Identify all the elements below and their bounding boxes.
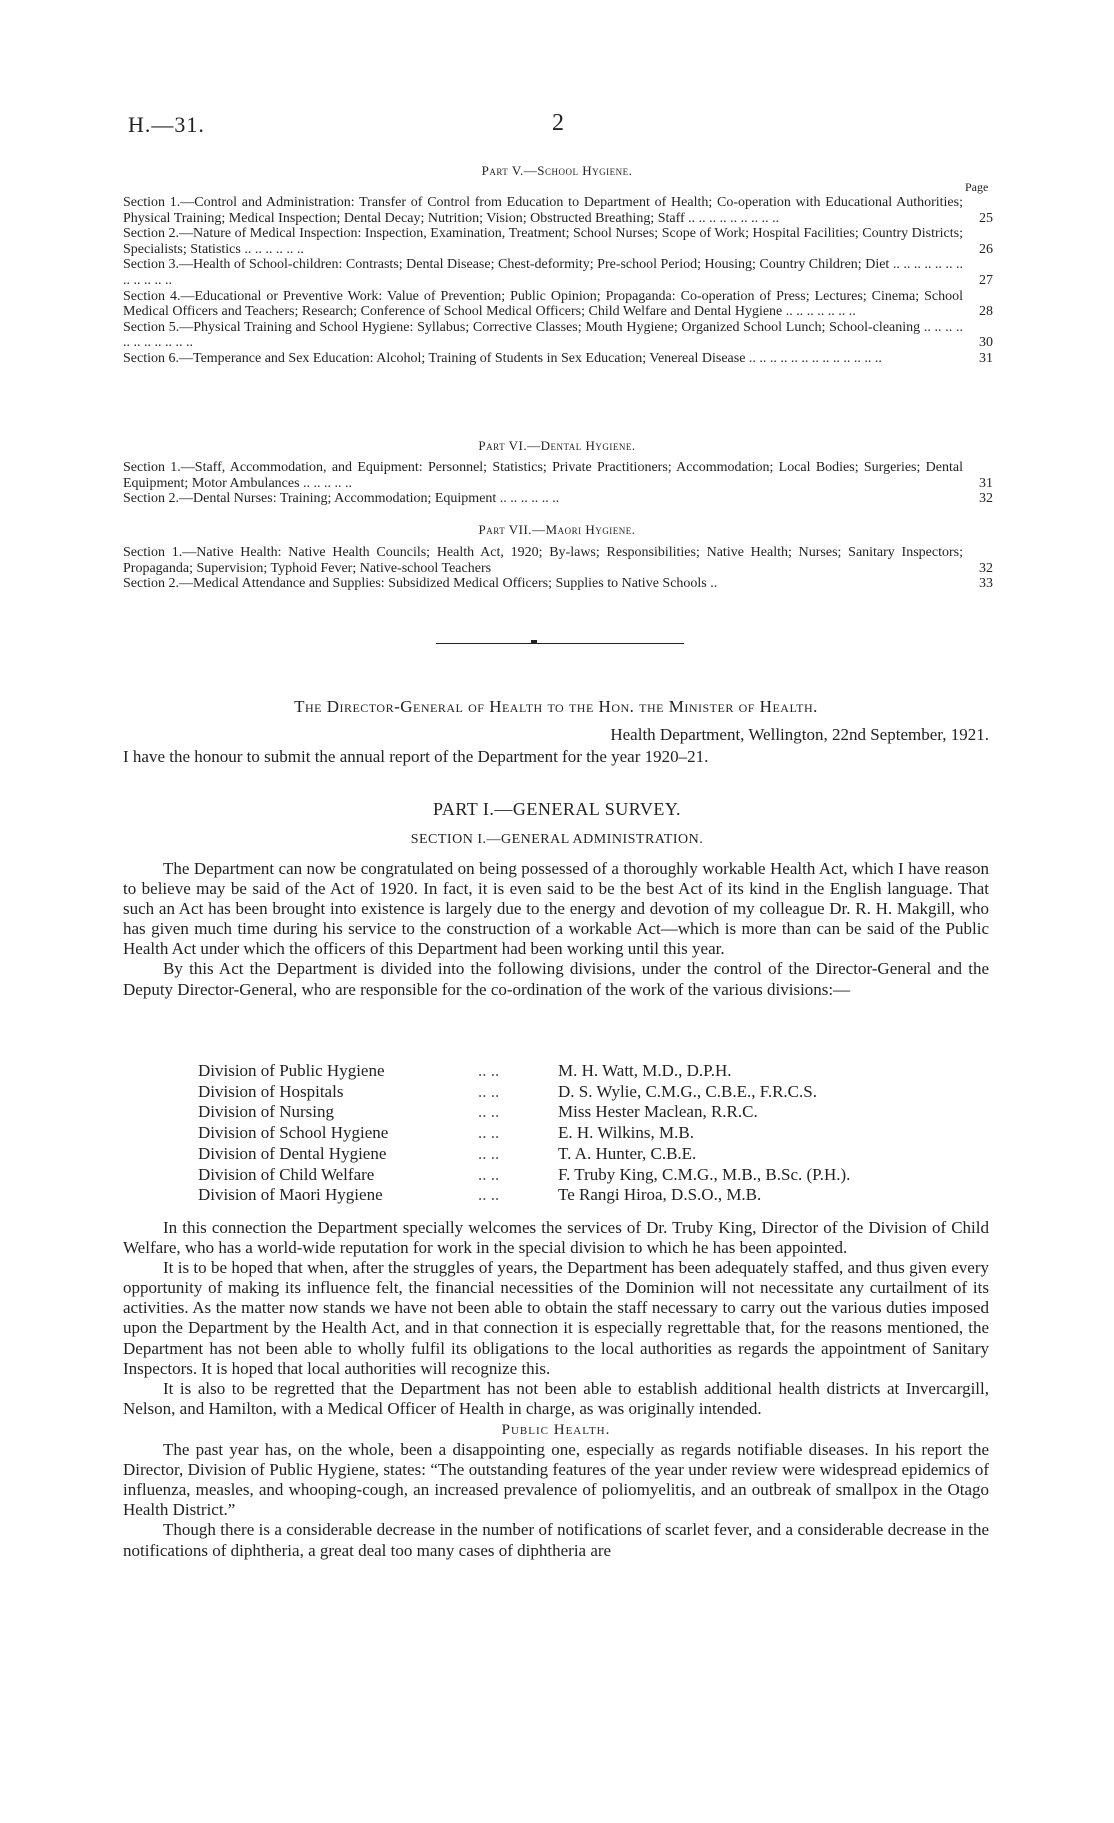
toc-entry-page: 30	[979, 335, 993, 351]
division-row	[198, 1123, 938, 1144]
letter-opening: I have the honour to submit the annual report of the Department for the year 1920–21.	[123, 747, 709, 766]
leader-dots: .. ..	[478, 1143, 500, 1163]
toc-entry	[123, 576, 993, 592]
division-head: Te Rangi Hiroa, D.S.O., M.B.	[558, 1185, 762, 1205]
toc-entry-page: 28	[979, 304, 993, 320]
letter-addressee: The Director-General of Health to the Hon. the Minister of Health.	[294, 697, 818, 716]
division-name: Division of Hospitals	[198, 1081, 344, 1101]
toc-entry	[123, 491, 993, 507]
toc-entry	[123, 351, 993, 367]
division-head: Miss Hester Maclean, R.R.C.	[558, 1102, 758, 1122]
part-heading: PART I.—GENERAL SURVEY.	[432, 799, 681, 819]
division-name: Division of Nursing	[198, 1102, 334, 1122]
paragraph: The Department can now be congratulated on being possessed of a thoroughly workable Health Act, which I have reason to believe may be said of the Act of 1920. In fact, it is even said to be the best Act of its kind in the English language. That such an Act has been brought into existence is largely due to the energy and devotion of my colleague Dr. R. H. Makgill, who has given much time during his service to the construction of a workable Act—which is more than can be said of the Public Health Act under which the officers of this Department had been working until this year.	[123, 859, 989, 959]
division-name: Division of Public Hygiene	[198, 1061, 385, 1080]
division-row	[198, 1061, 938, 1082]
toc-entry	[123, 460, 993, 491]
toc-entry	[123, 195, 993, 226]
toc-part-title: Part VII.—Maori Hygiene.	[478, 522, 636, 537]
division-name: Division of Child Welfare	[198, 1164, 375, 1184]
division-head: D. S. Wylie, C.M.G., C.B.E., F.R.C.S.	[558, 1081, 817, 1101]
toc-entry	[123, 545, 993, 576]
subheading: Public Health.	[501, 1421, 611, 1438]
division-row	[198, 1165, 938, 1186]
division-name: Division of Maori Hygiene	[198, 1185, 383, 1205]
paragraph: It is to be hoped that when, after the struggles of years, the Department has been adequately staffed, and thus given every opportunity of making its influence felt, the financial necessities of the Dominion will not necessitate any curtailment of its activities. As the matter now stands we have not been able to obtain the staff necessary to carry out the various duties imposed upon the Department by the Health Act, and in that connection it is especially regrettable that, for the reasons mentioned, the Department has not been able to wholly fulfil its obligations to the local authorities as regards the appointment of Sanitary Inspectors. It is hoped that local authorities will recognize this.	[123, 1258, 989, 1378]
divisions-table	[198, 1061, 938, 1206]
toc-entry-page: 33	[979, 576, 993, 592]
toc-entry-text: Section 2.—Medical Attendance and Supplies: Subsidized Medical Officers; Supplies to Native Schools ..	[123, 576, 718, 592]
page-number: 2	[552, 110, 564, 136]
leader-dots: .. ..	[478, 1061, 500, 1080]
toc-entry	[123, 226, 993, 257]
division-name: Division of School Hygiene	[198, 1123, 389, 1143]
toc-entry-page: 32	[979, 560, 993, 576]
toc-entry-text: Section 1.—Staff, Accommodation, and Equipment: Personnel; Statistics; Private Practitioners; Accommodation; Local Bodies; Surgeries; Dental Equipment; Motor Ambulances .. .. .. .. ..	[123, 460, 963, 491]
body-text	[123, 1218, 989, 1561]
letter-place-date: Health Department, Wellington, 22nd September, 1921.	[610, 725, 989, 744]
paragraph: By this Act the Department is divided into the following divisions, under the control of the Director-General and the Deputy Director-General, who are responsible for the co-ordination of the work of the various divisions:—	[123, 959, 989, 999]
leader-dots: .. ..	[478, 1123, 500, 1143]
toc-entry-page: 31	[979, 350, 993, 366]
leader-dots: .. ..	[478, 1164, 500, 1184]
toc-entry-text: Section 4.—Educational or Preventive Work: Value of Prevention; Public Opinion; Propaganda: Co-operation of Press; Lectures; Cinema; School Medical Officers and Teachers; Research; Conference of School Medical Officers; Child Welfare and Dental Hygiene .. .. .. .. .. .. ..	[123, 288, 963, 320]
paragraph: It is also to be regretted that the Department has not been able to establish additional health districts at Invercargill, Nelson, and Hamilton, with a Medical Officer of Health in charge, as was originally intended.	[123, 1378, 989, 1418]
toc-part-title: Part VI.—Dental Hygiene.	[478, 438, 636, 453]
separator-ornament	[531, 640, 537, 644]
toc-part-v	[123, 195, 993, 367]
division-head: T. A. Hunter, C.B.E.	[558, 1143, 697, 1163]
toc-entry	[123, 257, 993, 288]
toc-part-vii	[123, 545, 993, 592]
toc-entry-text: Section 5.—Physical Training and School Hygiene: Syllabus; Corrective Classes; Mouth Hygiene; Organized School Lunch; School-cleaning .. .. .. .. .. .. .. .. .. .. ..	[123, 319, 963, 351]
toc-entry-page: 26	[979, 241, 993, 257]
leader-dots: .. ..	[478, 1081, 500, 1101]
body-text	[123, 859, 989, 1000]
toc-entry-text: Section 1.—Native Health: Native Health Councils; Health Act, 1920; By-laws; Responsibilities; Native Health; Nurses; Sanitary Inspectors; Propaganda; Supervision; Typhoid Fever; Native-school Teachers	[123, 545, 963, 576]
toc-entry-text: Section 6.—Temperance and Sex Education: Alcohol; Training of Students in Sex Education; Venereal Disease .. .. .. .. .. .. .. .. .. .. .. .. ..	[123, 350, 882, 366]
paragraph: Though there is a considerable decrease in the number of notifications of scarlet fever, and a considerable decrease in the notifications of diphtheria, a great deal too many cases of diphtheria are	[123, 1520, 989, 1560]
toc-entry-page: 27	[979, 272, 993, 288]
leader-dots: .. ..	[478, 1185, 500, 1205]
division-head: F. Truby King, C.M.G., M.B., B.Sc. (P.H.).	[558, 1164, 851, 1184]
toc-entry-text: Section 2.—Dental Nurses: Training; Accommodation; Equipment .. .. .. .. .. ..	[123, 491, 560, 507]
division-row	[198, 1144, 938, 1165]
toc-entry	[123, 320, 993, 351]
division-head: M. H. Watt, M.D., D.P.H.	[558, 1061, 732, 1080]
paragraph: In this connection the Department specially welcomes the services of Dr. Truby King, Director of the Division of Child Welfare, who has a world-wide reputation for work in the special division to which he has been appointed.	[123, 1218, 989, 1258]
division-head: E. H. Wilkins, M.B.	[558, 1123, 694, 1143]
toc-entry-text: Section 3.—Health of School-children: Contrasts; Dental Disease; Chest-deformity; Pre-school Period; Housing; Country Children; Diet .. .. .. .. .. .. .. .. .. .. .. ..	[123, 257, 963, 288]
toc-entry	[123, 289, 993, 320]
toc-entry-page: 32	[979, 491, 993, 507]
leader-dots: .. ..	[478, 1102, 500, 1122]
toc-page-column-label: Page	[965, 180, 989, 194]
section-heading: SECTION I.—GENERAL ADMINISTRATION.	[410, 832, 704, 847]
division-row	[198, 1185, 938, 1206]
separator-rule	[436, 643, 684, 644]
toc-entry-page: 25	[979, 210, 993, 226]
document-reference: H.—31.	[128, 112, 205, 137]
toc-part-title: Part V.—School Hygiene.	[481, 163, 633, 178]
toc-part-vi	[123, 460, 993, 507]
toc-entry-text: Section 2.—Nature of Medical Inspection: Inspection, Examination, Treatment; School Nurses; Scope of Work; Hospital Facilities; Country Districts; Specialists; Statistics .. .. .. .. .. ..	[123, 226, 963, 257]
division-row	[198, 1102, 938, 1123]
toc-entry-text: Section 1.—Control and Administration: Transfer of Control from Education to Department of Health; Co-operation with Educational Authorities; Physical Training; Medical Inspection; Dental Decay; Nutrition; Vision; Obstructed Breathing; Staff .. .. .. .. .. .. .. .. ..	[123, 195, 963, 226]
toc-entry-page: 31	[979, 475, 993, 491]
paragraph: The past year has, on the whole, been a disappointing one, especially as regards notifiable diseases. In his report the Director, Division of Public Hygiene, states: “The outstanding features of the year under review were widespread epidemics of influenza, measles, and whooping-cough, an increased prevalence of poliomyelitis, and an outbreak of smallpox in the Otago Health District.”	[123, 1440, 989, 1520]
division-row	[198, 1082, 938, 1103]
division-name: Division of Dental Hygiene	[198, 1143, 387, 1163]
